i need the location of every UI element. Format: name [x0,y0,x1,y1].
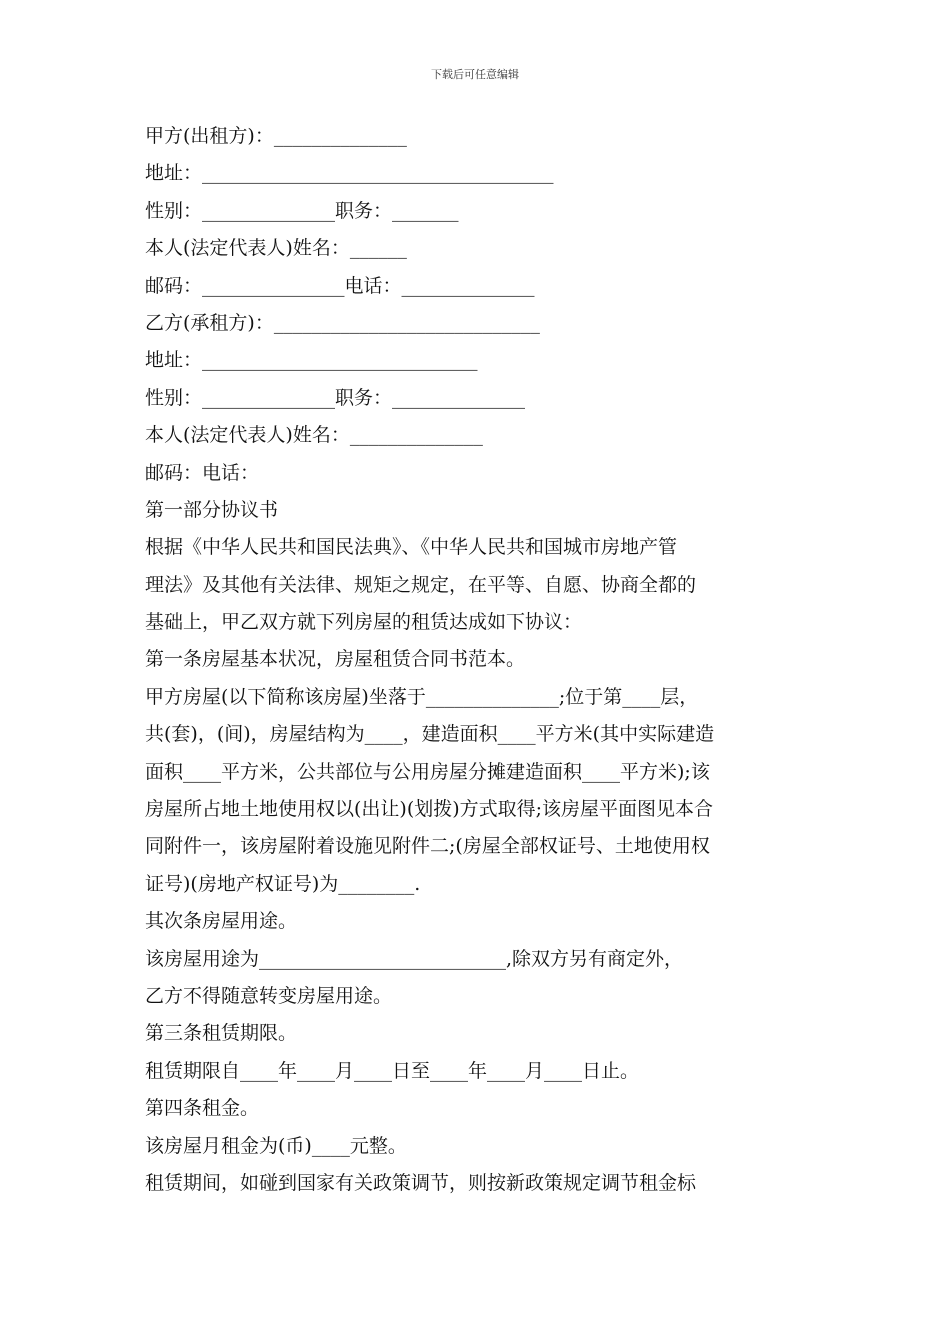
paragraph-intro-line: 基础上，甲乙双方就下列房屋的租赁达成如下协议： [145,611,583,634]
article-4-line: 租赁期间，如碰到国家有关政策调节，则按新政策规定调节租金标 [145,1171,697,1194]
page-header: 下载后可任意编辑 [431,68,519,81]
contract-body [145,118,810,1202]
article-1-line: 面积____平方米，公共部位与公用房屋分摊建造面积____平方米);该 [145,760,710,783]
section-title-part-one: 第一部分协议书 [145,498,279,521]
article-4-line: 该房屋月租金为(币)____元整。 [145,1134,407,1157]
article-4-title: 第四条租金。 [145,1097,260,1120]
paragraph-intro-line: 根据《中华人民共和国民法典》、《中华人民共和国城市房地产管 [145,536,678,559]
article-2-line: 该房屋用途为__________________________,除双方另有商定外， [145,947,684,970]
article-1-line: 证号)(房地产权证号)为________. [145,872,421,895]
line-lessee-postcode-phone: 邮码：电话： [145,461,260,484]
article-3-line: 租赁期限自____年____月____日至____年____月____日止。 [145,1059,640,1082]
line-lessor-representative: 本人(法定代表人)姓名：______ [145,237,407,260]
article-1-line: 甲方房屋(以下简称该房屋)坐落于______________;位于第____层， [145,685,699,708]
line-lessee-address: 地址：_____________________________ [145,349,478,372]
line-lessee-representative: 本人(法定代表人)姓名：______________ [145,424,483,447]
article-1-line: 同附件一，该房屋附着设施见附件二;(房屋全部权证号、土地使用权 [145,835,710,858]
article-1-line: 房屋所占地土地使用权以(出让)(划拨)方式取得;该房屋平面图见本合 [145,798,714,821]
line-lessor-address: 地址：_____________________________________ [145,162,554,185]
article-3-title: 第三条租赁期限。 [145,1022,298,1045]
line-lessor: 甲方(出租方)：______________ [145,125,407,147]
article-1-line: 共(套)，(间)，房屋结构为____，建造面积____平方米(其中实际建造 [145,723,715,746]
article-2-line: 乙方不得随意转变房屋用途。 [145,984,393,1007]
article-2-title: 其次条房屋用途。 [145,910,298,933]
article-1-title: 第一条房屋基本状况，房屋租赁合同书范本。 [145,648,526,671]
line-lessee: 乙方(承租方)：____________________________ [145,311,540,334]
line-lessee-gender-position: 性别：______________职务：______________ [145,386,526,409]
line-lessor-gender-position: 性别：______________职务：_______ [145,199,459,222]
paragraph-intro-line: 理法》及其他有关法律、规矩之规定，在平等、自愿、协商全都的 [145,573,697,596]
line-lessor-postcode-phone: 邮码：_______________电话：______________ [145,274,535,297]
